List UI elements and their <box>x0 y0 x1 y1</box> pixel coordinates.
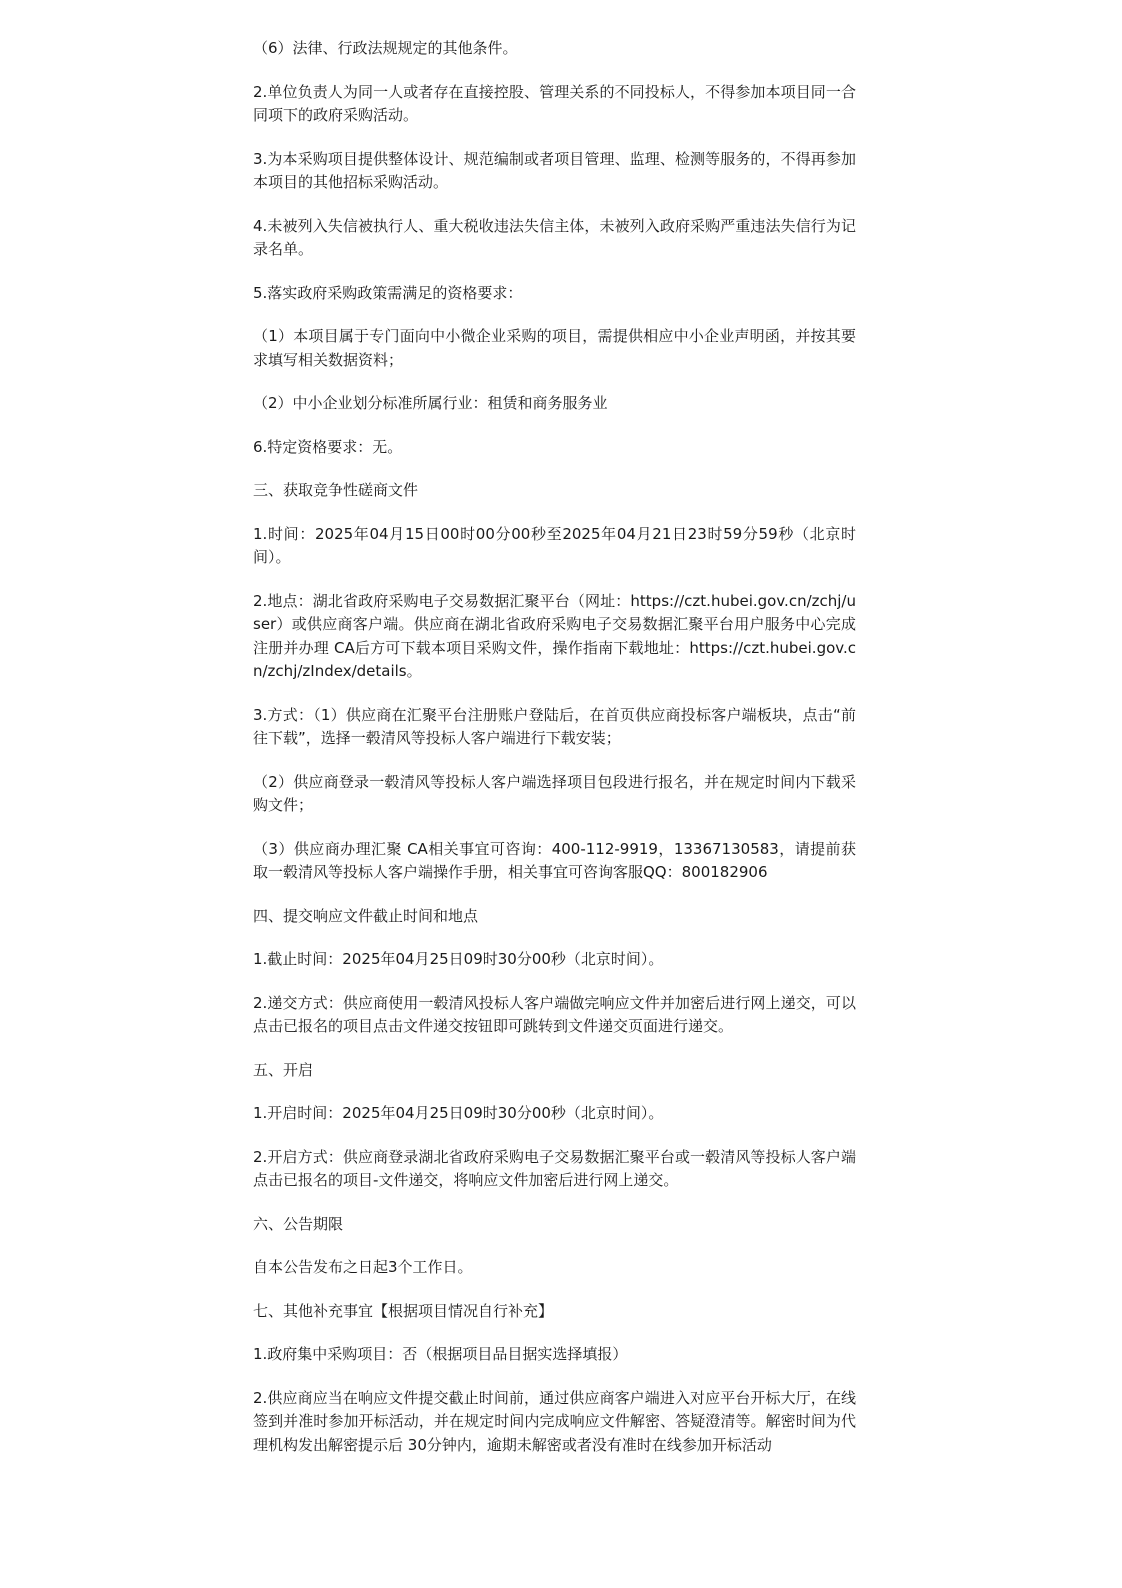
supplementary-online-opening: 2.供应商应当在响应文件提交截止时间前，通过供应商客户端进入对应平台开标大厅，在线签到并准时参加开标活动，并在规定时间内完成响应文件解密、答疑澄清等。解密时间为代理机构发出解密提示后 30分钟内，逾期未解密或者没有准时在线参加开标活动 <box>253 1388 856 1454</box>
obtain-method-3: （3）供应商办理汇聚 CA相关事宜可咨询：400-112-9919，13367130583，请提前获取一毂清风等投标人客户端操作手册，相关事宜可咨询客服QQ：800182906 <box>253 839 856 881</box>
opening-method: 2.开启方式：供应商登录湖北省政府采购电子交易数据汇聚平台或一毂清风等投标人客户端点击已报名的项目-文件递交，将响应文件加密后进行网上递交。 <box>253 1147 856 1189</box>
notice-period: 自本公告发布之日起3个工作日。 <box>253 1258 473 1276</box>
section-heading-supplementary: 七、其他补充事宜【根据项目情况自行补充】 <box>253 1301 554 1320</box>
clause-design-service-exclusion: 3.为本采购项目提供整体设计、规范编制或者项目管理、监理、检测等服务的，不得再参加本项目的其他招标采购活动。 <box>253 149 856 191</box>
section-heading-opening: 五、开启 <box>253 1060 314 1079</box>
section-heading-obtain-documents: 三、获取竞争性磋商文件 <box>253 481 419 499</box>
clause-other-conditions: （6）法律、行政法规规定的其他条件。 <box>253 39 518 57</box>
submission-deadline: 1.截止时间：2025年04月25日09时30分00秒（北京时间）。 <box>253 950 664 968</box>
clause-same-responsible-person: 2.单位负责人为同一人或者存在直接控股、管理关系的不同投标人，不得参加本项目同一合同项下的政府采购活动。 <box>253 82 856 124</box>
section-heading-submission-deadline: 四、提交响应文件截止时间和地点 <box>253 906 479 925</box>
obtain-method-1: 3.方式：（1）供应商在汇聚平台注册账户登陆后，在首页供应商投标客户端板块，点击“前往下载”，选择一毂清风等投标人客户端进行下载安装； <box>253 705 856 747</box>
clause-sme-industry: （2）中小企业划分标准所属行业：租赁和商务服务业 <box>253 394 608 412</box>
clause-policy-requirements: 5.落实政府采购政策需满足的资格要求： <box>253 283 523 302</box>
clause-specific-qualification: 6.特定资格要求：无。 <box>253 437 403 456</box>
obtain-method-2: （2）供应商登录一毂清风等投标人客户端选择项目包段进行报名，并在规定时间内下载采购文件； <box>253 772 856 814</box>
submission-method: 2.递交方式：供应商使用一毂清风投标人客户端做完响应文件并加密后进行网上递交，可以点击已报名的项目点击文件递交按钮即可跳转到文件递交页面进行递交。 <box>253 993 856 1035</box>
clause-dishonesty-list: 4.未被列入失信被执行人、重大税收违法失信主体，未被列入政府采购严重违法失信行为记录名单。 <box>253 216 856 258</box>
obtain-time: 1.时间：2025年04月15日00时00分00秒至2025年04月21日23时59分59秒（北京时间）。 <box>253 524 856 566</box>
obtain-location: 2.地点：湖北省政府采购电子交易数据汇聚平台（网址：https://czt.hubei.gov.cn/zchj/user）或供应商客户端。供应商在湖北省政府采购电子交易数据汇聚平台用户服务中心完成注册并办理 CA后方可下载本项目采购文件，操作指南下载地址：https://czt.hubei.gov.cn/zchj/zIndex/details。 <box>253 591 856 680</box>
clause-sme-declaration: （1）本项目属于专门面向中小微企业采购的项目，需提供相应中小企业声明函，并按其要求填写相关数据资料； <box>253 327 856 369</box>
document-page <box>253 37 856 1477</box>
section-heading-notice-period: 六、公告期限 <box>253 1214 344 1233</box>
supplementary-centralized-procurement: 1.政府集中采购项目：否（根据项目品目据实选择填报） <box>253 1345 628 1363</box>
opening-time: 1.开启时间：2025年04月25日09时30分00秒（北京时间）。 <box>253 1104 664 1122</box>
